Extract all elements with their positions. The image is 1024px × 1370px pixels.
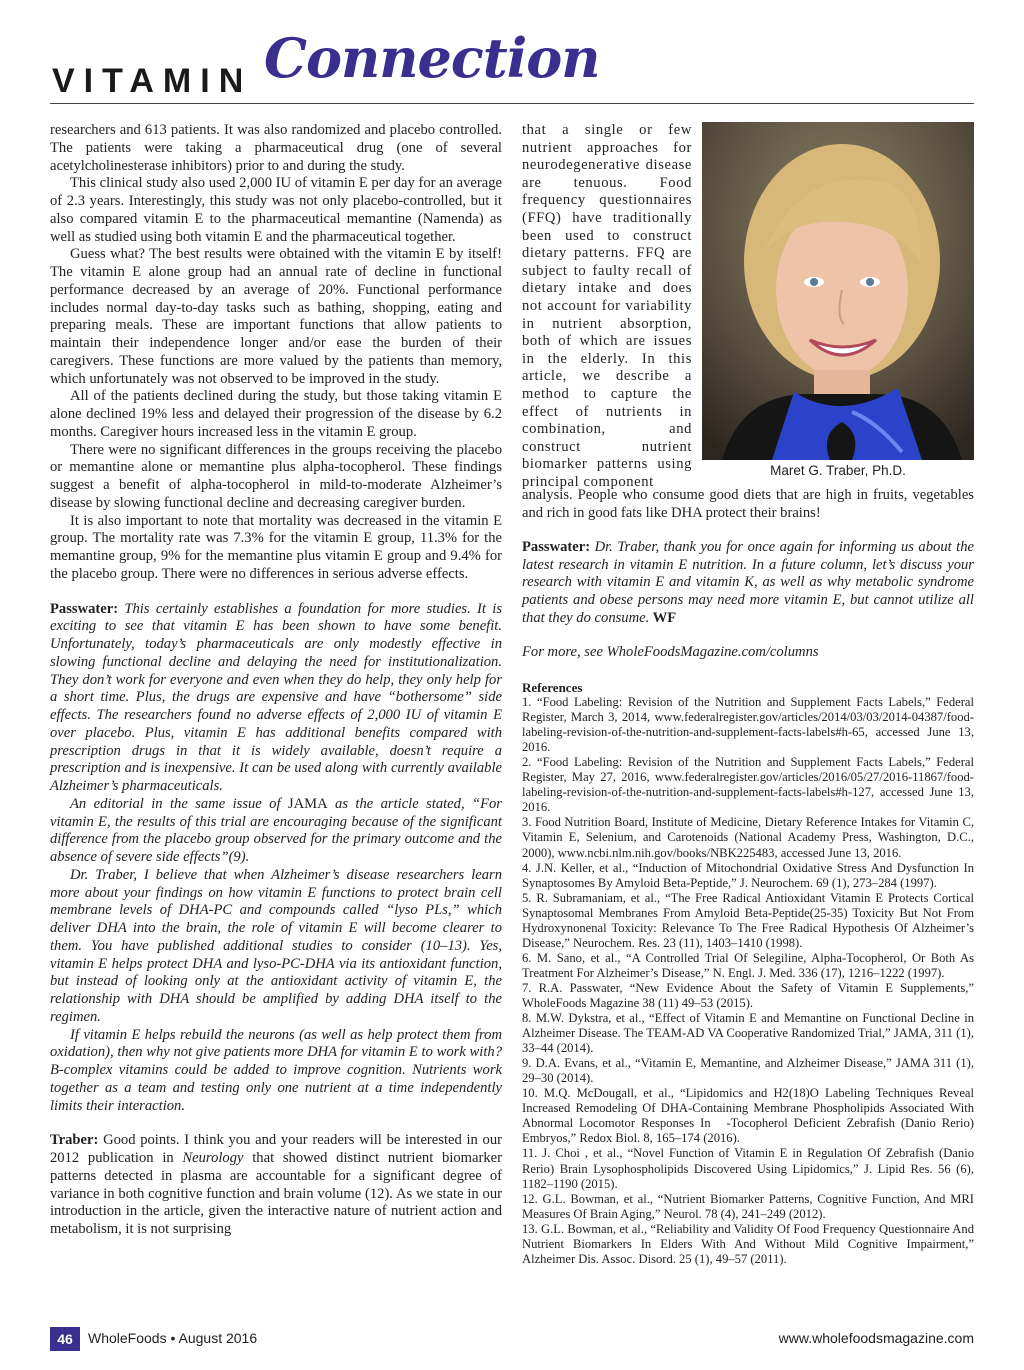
masthead-vitamin: VITAMIN xyxy=(52,62,253,100)
paragraph: researchers and 613 patients. It was also randomized and placebo controlled. The patients were taking a pharmaceutical drug (one of several acetylcholinesterase inhibitors) prior to and during the study. xyxy=(50,122,502,174)
answer-text: Good points. I think you and your readers will be interested in our 2012 publication in xyxy=(50,1132,502,1166)
journal-name: JAMA xyxy=(287,795,328,812)
paragraph: that a single or few nutrient approaches for neurodegenerative disease are tenuous. Food frequency questionnaires (FFQ) have traditionally been used to construct dietary patterns. FFQ are subject to faulty recall of dietary intake and does not account for variability in nutrient absorption, both of which are issues in the elderly. In this article, we describe a method to capture the effect of nutrients in combination, and construct nutrient biomarker patterns using principal component xyxy=(522,122,692,490)
reference-item: 7. R.A. Passwater, “New Evidence About the Safety of Vitamin E Supplements,” WholeFoods Magazine 38 (11) 49–53 (2015). xyxy=(522,980,974,1010)
editorial-text: as the article stated, “For vitamin E, the results of this trial are encouraging because of the significant difference from the placebo group observed for the primary outcome and the absence of severe side effects”(9). xyxy=(50,795,502,865)
paragraph: If vitamin E helps rebuild the neurons (as well as help protect them from oxidation), then why not give patients more DHA for vitamin E to work with? B-complex vitamins could be added to improve cognition. Nutrients work together as a team and testing only one nutrient at a time independently limits their interaction. xyxy=(50,1026,502,1114)
left-column xyxy=(50,122,502,1239)
paragraph: It is also important to note that mortality was decreased in the vitamin E group. The mortality rate was 7.3% for the vitamin E group, 11.3% for the memantine group, 9% for the memantine plus vitamin E group and 9.4% for the placebo group. There were no differences in serious adverse effects. xyxy=(50,512,502,582)
paragraph: All of the patients declined during the study, but those taking vitamin E alone declined 19% less and delayed their progression of the disease by 6.2 months. Caregiver hours increased less in the vitamin E group. xyxy=(50,388,502,440)
right-column-top xyxy=(522,122,692,491)
photo-caption: Maret G. Traber, Ph.D. xyxy=(770,463,906,478)
paragraph: Guess what? The best results were obtained with the vitamin E by itself! The vitamin E alone group had an annual rate of decline in functional performance decreased by an average of 20%. Functional performance includes normal day-to-day tasks such as bathing, shopping, eating and preparing meals. These are important functions that allow patients to maintain their independence longer and/or ease the burden of their caregivers. These functions are more valued by the patients than memory, which unfortunately was not observed to be improved in the study. xyxy=(50,246,502,387)
reference-item: 13. G.L. Bowman, et al., “Reliability and Validity Of Food Frequency Questionnaire And Nutrient Biomarkers In Elders With And Without Mild Cognitive Impairment,” Alzheimer Dis. Assoc. Disord. 25 (1), 49–57 (2011). xyxy=(522,1221,974,1266)
reference-item: 3. Food Nutrition Board, Institute of Medicine, Dietary Reference Intakes for Vitamin C, Vitamin E, Selenium, and Carotenoids (National Academy Press, Washington, D.C., 2000), www.ncbi.nlm.nih.gov/books/NBK225483, accessed June 13, 2016. xyxy=(522,815,974,860)
references-heading: References xyxy=(522,680,583,695)
passwater-question xyxy=(50,601,502,796)
traber-answer xyxy=(50,1132,502,1239)
reference-item: 4. J.N. Keller, et al., “Induction of Mitochondrial Oxidative Stress And Dysfunction In Synaptosomes By Amyloid Beta-Peptide,” J. Neurochem. 69 (1), 273–284 (1997). xyxy=(522,860,974,890)
page-number: 46 xyxy=(50,1327,80,1351)
masthead xyxy=(50,26,974,106)
more-link xyxy=(522,644,974,662)
reference-item: 6. M. Sano, et al., “A Controlled Trial Of Selegiline, Alpha-Tocopherol, Or Both As Treatment For Alzheimer’s Disease,” N. Engl. J. Med. 336 (17), 1216–1222 (1997). xyxy=(522,950,974,980)
journal-name: Neurology xyxy=(182,1150,244,1166)
right-column xyxy=(522,487,974,662)
answer-text: that showed distinct nutrient biomarker patterns detected in plasma are accountable for a significant degree of variance in both cognitive function and brain volume (12). As we state in our introduction in the article, given the interactive nature of nutrient action and metabolism, it is not surprising xyxy=(50,1150,502,1237)
reference-item: 10. M.Q. McDougall, et al., “Lipidomics and H2(18)O Labeling Techniques Reveal Increased Remodeling Of DHA-Containing Membrane Phospholipids Associated With Abnormal Locomotor Responses In  -Tocopherol Deficient Zebrafish (Danio Rerio) Embryos,” Redox Biol. 8, 165–174 (2016). xyxy=(522,1086,974,1146)
paragraph: Dr. Traber, I believe that when Alzheimer’s disease researchers learn more about your findings on how vitamin E functions to protect brain cell membrane levels of DHA-PC and compounds called “lyso PLs,” which deliver DHA into the brain, the role of vitamin E will become clearer to them. You have published additional studies to consider (10–13). Yes, vitamin E helps protect DHA and lyso-PC-DHA via its antioxidant function, but instead of looking only at the antioxidant activity of vitamin E, the relationship with DHA should be amplified by adding DHA itself to the regimen. xyxy=(50,866,502,1025)
speaker-label: Passwater: xyxy=(50,600,119,617)
paragraph: This clinical study also used 2,000 IU of vitamin E per day for an average of 2.3 years. Interestingly, this study was not only placebo-controlled, but it also compared vitamin E to the pharmaceutical memantine (Namenda) as well as studied using both vitamin E and the pharmaceutical together. xyxy=(50,175,502,245)
reference-item: 9. D.A. Evans, et al., “Vitamin E, Memantine, and Alzheimer Disease,” JAMA 311 (1), 29–30 (2014). xyxy=(522,1056,974,1086)
editorial-text: An editorial in the same issue of xyxy=(70,795,288,812)
more-link-text: For more, see WholeFoodsMagazine.com/columns xyxy=(522,644,819,661)
reference-item: 1. “Food Labeling: Revision of the Nutrition and Supplement Facts Labels,” Federal Register, March 3, 2014, www.federalregister.gov/articles/2014/03/03/2014-04387/food-labeling-revision-of-the-nutrition-and-supplement-facts-labels#h-65, accessed June 13, 2016. xyxy=(522,695,974,755)
references xyxy=(522,680,974,1267)
speaker-label: Traber: xyxy=(50,1132,99,1149)
portrait-image xyxy=(702,122,974,460)
footer-website: www.wholefoodsmagazine.com xyxy=(778,1330,974,1346)
masthead-connection: Connection xyxy=(264,26,600,90)
question-text: This certainly establishes a foundation for more studies. It is exciting to see that vitamin E has been shown to have some benefit. Unfortunately, today’s pharmaceuticals are only modestly effective in slowing functional decline and delaying the need for institutionalization. They don’t work for everyone and even when they do help, they only help for a short time. Plus, the drugs are expensive and have “bothersome” side effects. The researchers found no adverse effects of 2,000 IU of vitamin E over placebo. Plus, vitamin E has additional benefits compared with prescription drugs in that it is widely available, doesn’t require a prescription and is inexpensive. It can be used along with currently available Alzheimer’s pharmaceuticals. xyxy=(50,600,502,794)
reference-item: 8. M.W. Dykstra, et al., “Effect of Vitamin E and Memantine on Functional Decline in Alzheimer Disease. The TEAM-AD VA Cooperative Randomized Trial,” JAMA, 311 (1), 33–44 (2014). xyxy=(522,1011,974,1056)
paragraph xyxy=(50,796,502,867)
question-text: Dr. Traber, thank you for once again for informing us about the latest research in vitamin E nutrition. In a future column, let’s discuss your research with vitamin E and vitamin K, as well as why metabolic syndrome patients and obese persons may need more vitamin E, but cannot utilize all that they do consume. xyxy=(522,539,974,626)
header-divider xyxy=(50,103,974,104)
passwater-closing-question xyxy=(522,539,974,627)
end-mark: WF xyxy=(649,609,677,626)
reference-item: 12. G.L. Bowman, et al., “Nutrient Biomarker Patterns, Cognitive Function, And MRI Measures Of Brain Aging,” Neurol. 78 (4), 241–249 (2012). xyxy=(522,1191,974,1221)
reference-item: 11. J. Choi , et al., “Novel Function of Vitamin E in Regulation Of Zebrafish (Danio Rerio) Brain Lysophospholipids Discovered Using Lipidomics,” J. Lipid Res. 56 (6), 1182–1190 (2015). xyxy=(522,1146,974,1191)
author-photo xyxy=(702,122,974,460)
footer-publication: WholeFoods • August 2016 xyxy=(88,1330,258,1346)
reference-item: 2. “Food Labeling: Revision of the Nutrition and Supplement Facts Labels,” Federal Register, May 27, 2016, www.federalregister.gov/articles/2016/05/27/2016-11867/food-labeling-revision-of-the-nutrition-and-supplement-facts-labels#h-127, accessed June 13, 2016. xyxy=(522,755,974,815)
reference-item: 5. R. Subramaniam, et al., “The Free Radical Antioxidant Vitamin E Protects Cortical Synaptosomal Membranes From Amyloid Beta-Peptide(25-35) Toxicity But Not From Hydroxynonenal Toxicity: Relevance To The Free Radical Hypothesis Of Alzheimer’s Disease,” Neurochem. Res. 23 (11), 1403–1410 (1998). xyxy=(522,890,974,950)
speaker-label: Passwater: xyxy=(522,539,591,556)
paragraph: analysis. People who consume good diets that are high in fruits, vegetables and rich in good fats like DHA protect their brains! xyxy=(522,487,974,521)
paragraph: There were no significant differences in the groups receiving the placebo or memantine alone or memantine plus alpha-tocopherol. These findings suggest a benefit of alpha-tocopherol in mild-to-moderate Alzheimer’s disease by slowing functional decline and decreasing caregiver burden. xyxy=(50,441,502,511)
